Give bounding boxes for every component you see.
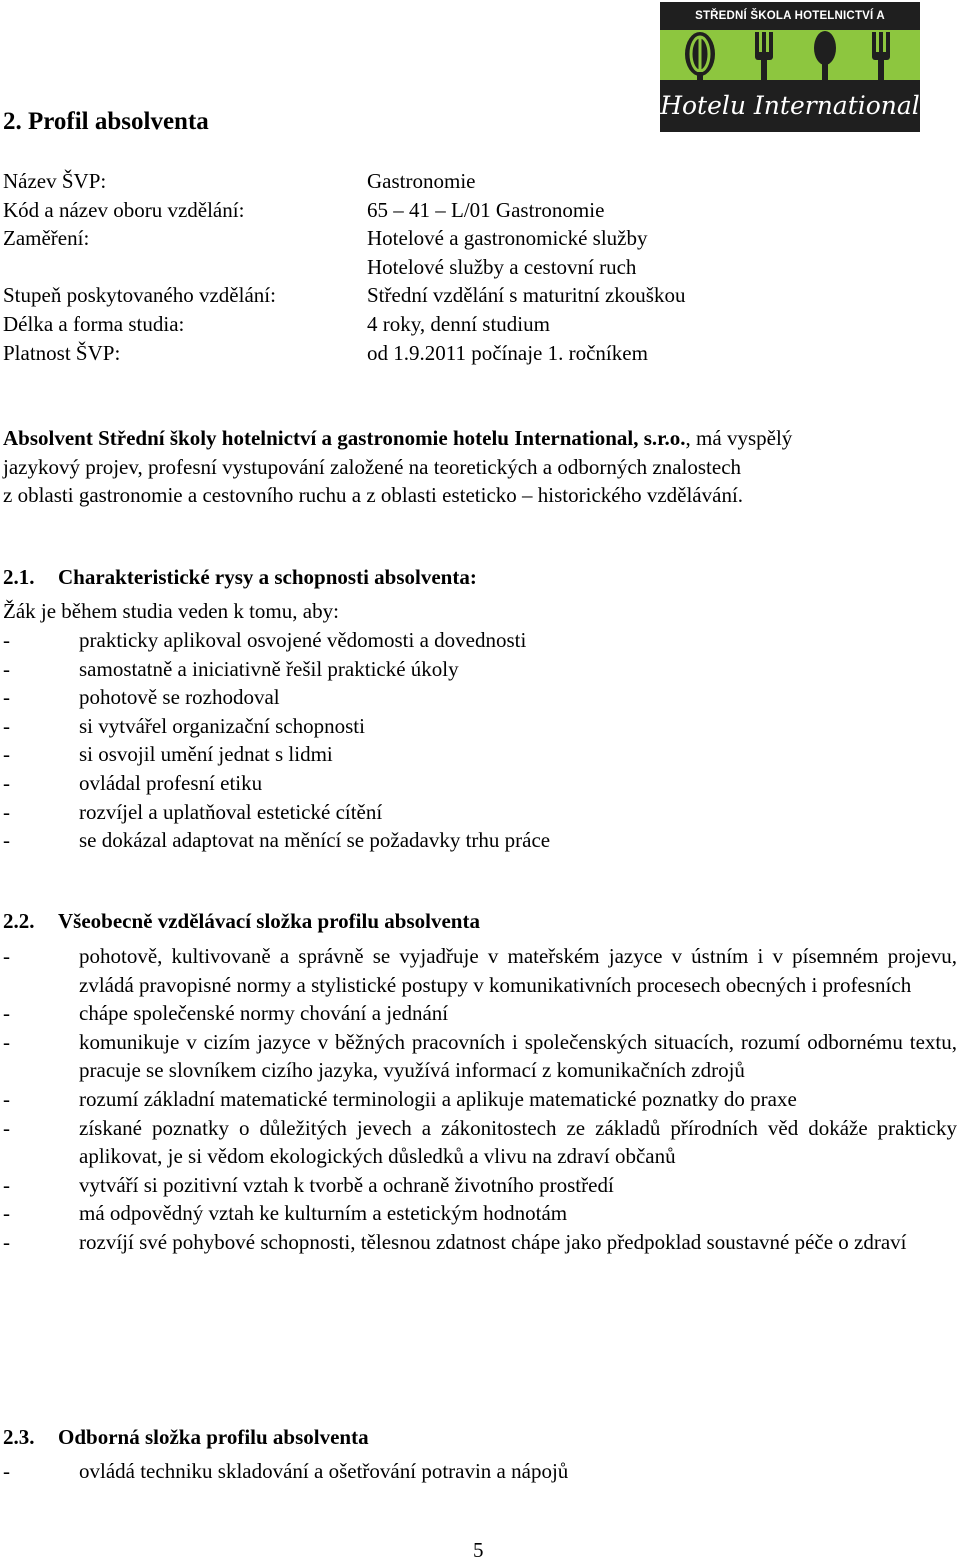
list-item: - prakticky aplikoval osvojené vědomosti a dovednosti	[3, 628, 527, 652]
list-item: - rozvíjí své pohybové schopnosti, tělesnou zdatnost chápe jako předpoklad soustavné péče o zdraví	[3, 1229, 907, 1254]
intro-rest: , má vyspělý	[685, 426, 793, 450]
intro-paragraph	[3, 424, 958, 510]
section-title: 2. Profil absolventa	[3, 108, 209, 135]
logo-top-text: STŘEDNÍ ŠKOLA HOTELNICTVÍ A	[695, 10, 885, 22]
info-labels	[3, 167, 363, 367]
info-label: Stupeň poskytovaného vzdělání:	[3, 283, 276, 308]
heading-text: Charakteristické rysy a schopnosti absolventa:	[58, 565, 477, 589]
info-label: Zaměření:	[3, 226, 90, 251]
info-label: Platnost ŠVP:	[3, 340, 121, 365]
list-2-3	[3, 1457, 957, 1486]
info-value: Hotelové a gastronomické služby	[367, 226, 648, 251]
list-item: - komunikuje v cizím jazyce v běžných pracovních i společenských situacích, rozumí odbornému textu, pracuje se slovníkem cizího jazyka, využívá informací z komunikačních zdrojů	[3, 1029, 957, 1083]
list-item: - samostatně a iniciativně řešil praktické úkoly	[3, 656, 459, 681]
info-label: Délka a forma studia:	[3, 311, 185, 336]
list-2-1	[3, 626, 957, 855]
info-value: 65 – 41 – L/01 Gastronomie	[367, 197, 605, 222]
list-item: - si vytvářel organizační schopnosti	[3, 713, 365, 738]
intro-line: jazykový projev, profesní vystupování založené na teoretických a odborných znalostech	[3, 454, 742, 479]
heading-number: 2.1.	[3, 565, 35, 589]
heading-number: 2.2.	[3, 909, 35, 933]
list-item: - vytváří si pozitivní vztah k tvorbě a ochraně životního prostředí	[3, 1172, 614, 1197]
list-item: - si osvojil umění jednat s lidmi	[3, 742, 333, 767]
list-item: - pohotově se rozhodoval	[3, 685, 280, 710]
page-number: 5	[473, 1538, 484, 1562]
intro-bold: Absolvent Střední školy hotelnictví a gastronomie hotelu International, s.r.o.	[3, 426, 686, 450]
info-label: Název ŠVP:	[3, 169, 107, 193]
list-item: - rozumí základní matematické terminologii a aplikuje matematické poznatky do praxe	[3, 1086, 797, 1111]
info-values	[367, 167, 957, 367]
intro-line: z oblasti gastronomie a cestovního ruchu a z oblasti esteticko – historického vzdělávání.	[3, 483, 744, 508]
school-logo	[660, 2, 920, 132]
info-label	[3, 253, 363, 282]
lead-text: Žák je během studia veden k tomu, aby:	[3, 599, 339, 623]
info-value: 4 roky, denní studium	[367, 311, 550, 336]
list-item: - chápe společenské normy chování a jednání	[3, 1001, 449, 1026]
logo-bottom-text: Hotelu International	[660, 91, 920, 120]
heading-text: Odborná složka profilu absolventa	[58, 1425, 369, 1449]
heading-number: 2.3.	[3, 1425, 35, 1449]
list-item: - ovládá techniku skladování a ošetřování potravin a nápojů	[3, 1459, 569, 1483]
list-item: - rozvíjel a uplatňoval estetické cítění	[3, 799, 383, 824]
list-item: - se dokázal adaptovat na měnící se požadavky trhu práce	[3, 828, 551, 853]
info-value: od 1.9.2011 počínaje 1. ročníkem	[367, 340, 648, 365]
list-item: - získané poznatky o důležitých jevech a zákonitostech ze základů přírodních věd dokáže prakticky aplikovat, je si vědom ekologických důsledků a vlivu na zdraví občanů	[3, 1115, 957, 1169]
list-2-2	[3, 942, 957, 1257]
list-item: - pohotově, kultivovaně a správně se vyjadřuje v mateřském jazyce v ústním i v písemném projevu, zvládá pravopisné normy a stylistické postupy v komunikativních procesech obecných i profesních	[3, 944, 957, 997]
list-item: - má odpovědný vztah ke kulturním a estetickým hodnotám	[3, 1201, 568, 1226]
info-value: Gastronomie	[367, 169, 476, 193]
heading-text: Všeobecně vzdělávací složka profilu absolventa	[58, 909, 480, 933]
heading-2-2	[3, 907, 480, 936]
list-item: - ovládal profesní etiku	[3, 770, 263, 795]
info-value: Hotelové služby a cestovní ruch	[367, 254, 637, 279]
heading-2-3	[3, 1423, 369, 1452]
heading-2-1	[3, 563, 477, 592]
info-value: Střední vzdělání s maturitní zkouškou	[367, 283, 686, 308]
info-label: Kód a název oboru vzdělání:	[3, 197, 245, 222]
